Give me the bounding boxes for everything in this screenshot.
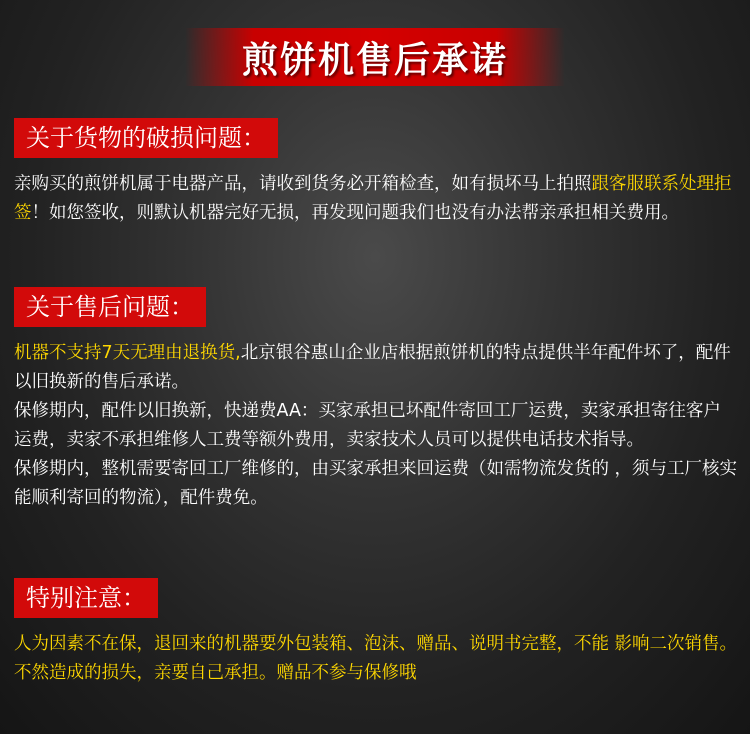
section-body-aftersales bbox=[14, 339, 738, 513]
special-paragraph: 人为因素不在保，退回来的机器要外包装箱、泡沫、赠品、说明书完整，不能 影响二次销售。不然造成的损失，亲要自己承担。赠品不参与保修哦 bbox=[14, 634, 738, 683]
page-title: 煎饼机售后承诺 bbox=[241, 39, 508, 81]
aftersales-highlight: 机器不支持7天无理由退换货, bbox=[14, 343, 241, 363]
damage-text-b: ！如您签收，则默认机器完好无损，再发现问题我们也没有办法帮亲承担相关费用。 bbox=[31, 203, 679, 223]
damage-text-a: 亲购买的煎饼机属于电器产品，请收到货务必开箱检查，如有损坏马上拍照 bbox=[14, 174, 592, 194]
aftersales-paragraph-2: 保修期内，配件以旧换新，快递费AA：买家承担已坏配件寄回工厂运费，卖家承担寄往客户运费，卖家不承担维修人工费等额外费用，卖家技术人员可以提供电话技术指导。 bbox=[14, 401, 721, 450]
aftersales-text-1: 北京银谷惠山企业店根据煎饼机的特点提供半年配件坏了，配件以旧换新的售后承诺。 bbox=[14, 343, 731, 392]
aftersales-paragraph-3: 保修期内，整机需要寄回工厂维修的，由买家承担来回运费（如需物流发货的 ，须与工厂核实能顺利寄回的物流），配件费免。 bbox=[14, 459, 738, 508]
damage-paragraph bbox=[14, 170, 738, 228]
section-body-special bbox=[14, 630, 738, 688]
title-banner bbox=[185, 28, 565, 86]
section-body-damage bbox=[14, 170, 738, 228]
section-heading-damage: 关于货物的破损问题： bbox=[14, 118, 278, 158]
section-heading-aftersales: 关于售后问题： bbox=[14, 287, 206, 327]
damage-highlight: 跟客服联系处理拒签 bbox=[14, 174, 732, 223]
section-heading-special: 特别注意： bbox=[14, 578, 158, 618]
aftersales-paragraph-1 bbox=[14, 339, 738, 397]
